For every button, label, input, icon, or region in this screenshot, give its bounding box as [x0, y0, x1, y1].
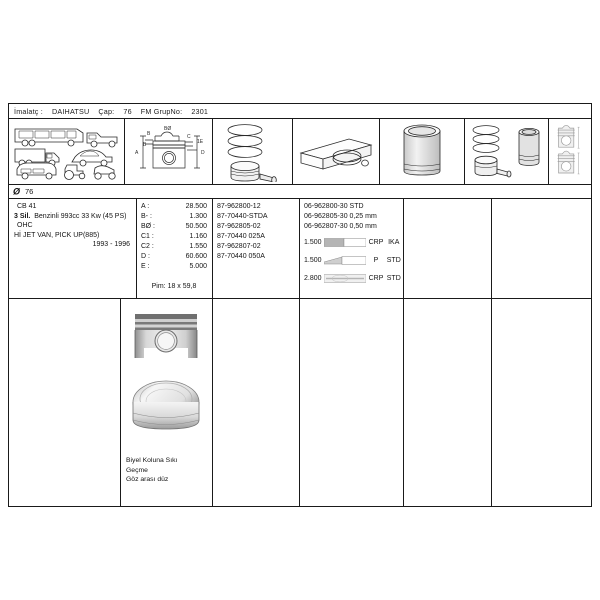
oversize-code: 06-962807-30 0,50 mm [304, 223, 377, 231]
manufacturer-value: DAIHATSU [51, 106, 90, 116]
part-number: 87-962807-02 [217, 243, 261, 251]
dimension-value: 1.160 [189, 233, 207, 240]
ring-spec: IKA [388, 238, 400, 246]
dimension-key: A : [141, 203, 150, 210]
piston-photo-column [121, 299, 213, 507]
piston-section-photo [122, 301, 212, 451]
dimension-key: C1 : [141, 233, 154, 240]
dimension-key: E : [141, 263, 150, 270]
vehicle-icons-cell [9, 119, 125, 184]
note-line-3: Göz arası düz [126, 476, 169, 484]
dimension-key: B- : [141, 213, 152, 220]
svg-text:1E: 1E [196, 138, 203, 145]
dimension-value: 50.500 [185, 223, 207, 230]
ring-spec: STD [386, 274, 401, 282]
dimension-key: C2 : [141, 243, 154, 250]
lower-column-empty-1 [9, 299, 121, 507]
ring-type: P [373, 256, 379, 264]
svg-text:C: C [186, 133, 191, 140]
ring-spec-row [304, 270, 403, 286]
model-years: 1993 - 1996 [92, 241, 130, 249]
liner-piston-ring-kit [467, 122, 547, 182]
dimension-value: 5.000 [189, 263, 207, 270]
sheet-header [9, 104, 591, 119]
group-label: FM GrupNo: [140, 106, 183, 116]
cylinder-liner-cell [380, 119, 465, 184]
dimension-row [141, 212, 207, 222]
ring-set-cell [213, 119, 293, 184]
ring-type: CRP [368, 274, 384, 282]
dimension-row [141, 252, 207, 262]
ring-profile-icon [324, 238, 366, 247]
piston-dimension-diagram [127, 122, 211, 182]
ring-spec-row [304, 234, 403, 250]
dimension-row [141, 202, 207, 212]
svg-text:B: B [142, 141, 146, 148]
group-value: 2301 [191, 106, 209, 116]
ring-type: CRP [368, 238, 384, 246]
vehicle-info-column [9, 199, 137, 298]
oversize-code: 06-962800-30 STD [304, 203, 364, 210]
dimension-value: 1.550 [189, 243, 207, 250]
valvetrain: OHC [17, 222, 33, 230]
engine-description: Benzinli 993cc 33 Kw (45 PS) [34, 212, 127, 220]
part-number: 87-962805-02 [217, 223, 261, 231]
ring-width: 1.500 [304, 256, 322, 264]
ring-profile-icon [324, 256, 366, 265]
cylinder-count: 3 Sil. [14, 212, 31, 220]
dimensions-column [137, 199, 213, 298]
oversize-and-rings-column [300, 199, 404, 298]
lower-column-empty-4 [404, 299, 492, 507]
lower-column-empty-2 [213, 299, 300, 507]
part-number: 87-962800-12 [217, 203, 261, 210]
dimension-key: D : [141, 253, 150, 260]
bore-value: 76 [123, 106, 132, 116]
note-line-1: Biyel Koluna Sıkı [126, 457, 178, 465]
engine-spec [14, 212, 132, 222]
fitting-note [126, 456, 177, 485]
lower-table [9, 299, 591, 507]
note-line-2: Geçme [126, 466, 148, 474]
dimension-value: 60.600 [185, 253, 207, 260]
ring-width: 1.500 [304, 238, 322, 246]
svg-text:B: B [146, 130, 150, 137]
oversize-code: 06-962805-30 0,25 mm [304, 213, 377, 221]
data-column-empty-1 [404, 199, 492, 298]
dimension-row [141, 242, 207, 252]
part-number: 87-70440 025A [217, 233, 265, 241]
ring-spec: STD [386, 256, 401, 264]
gasket-cell [293, 119, 380, 184]
part-numbers-column [213, 199, 300, 298]
dimension-key: BØ : [141, 223, 156, 230]
dimension-value: 28.500 [185, 203, 207, 210]
piston-pair-cell [549, 119, 591, 184]
catalog-sheet [8, 103, 592, 507]
bore-label: Çap: [98, 106, 115, 116]
lower-column-empty-3 [300, 299, 404, 507]
diameter-icon: Ø [13, 186, 21, 196]
manufacturer-label: İmalatç : [14, 106, 43, 116]
part-number: 87-70440-STDA [217, 213, 268, 221]
ring-spec-row [304, 252, 403, 268]
data-row [9, 199, 591, 299]
lower-column-empty-5 [492, 299, 591, 507]
pin-spec: Pim: 18 x 59,8 [151, 283, 197, 290]
data-column-empty-2 [492, 199, 591, 298]
svg-text:BØ: BØ [163, 125, 171, 132]
dimension-row [141, 222, 207, 232]
vehicle-code: CB 41 [17, 203, 37, 210]
ring-profile-icon [324, 274, 366, 283]
gasket-pack-drawing [295, 123, 377, 181]
figure-strip [9, 119, 591, 185]
piston-pair-diagram [549, 121, 591, 183]
part-number: 87-70440 050A [217, 253, 265, 261]
piston-dimension-cell [125, 119, 213, 184]
ring-width: 2.800 [304, 274, 322, 282]
dimension-value: 1.300 [189, 213, 207, 220]
dimension-row [141, 262, 207, 272]
vehicle-models: Hİ JET VAN, PICK UP(885) [14, 231, 100, 239]
vehicle-application-icons [11, 121, 123, 183]
svg-text:A: A [134, 149, 138, 156]
svg-text:D: D [200, 149, 205, 156]
diameter-value: 76 [25, 187, 34, 196]
cylinder-liner-drawing [382, 122, 462, 182]
piston-ring-set-with-piston [215, 122, 291, 182]
diameter-bar [9, 185, 591, 199]
dimension-row [141, 232, 207, 242]
liner-kit-cell [465, 119, 549, 184]
